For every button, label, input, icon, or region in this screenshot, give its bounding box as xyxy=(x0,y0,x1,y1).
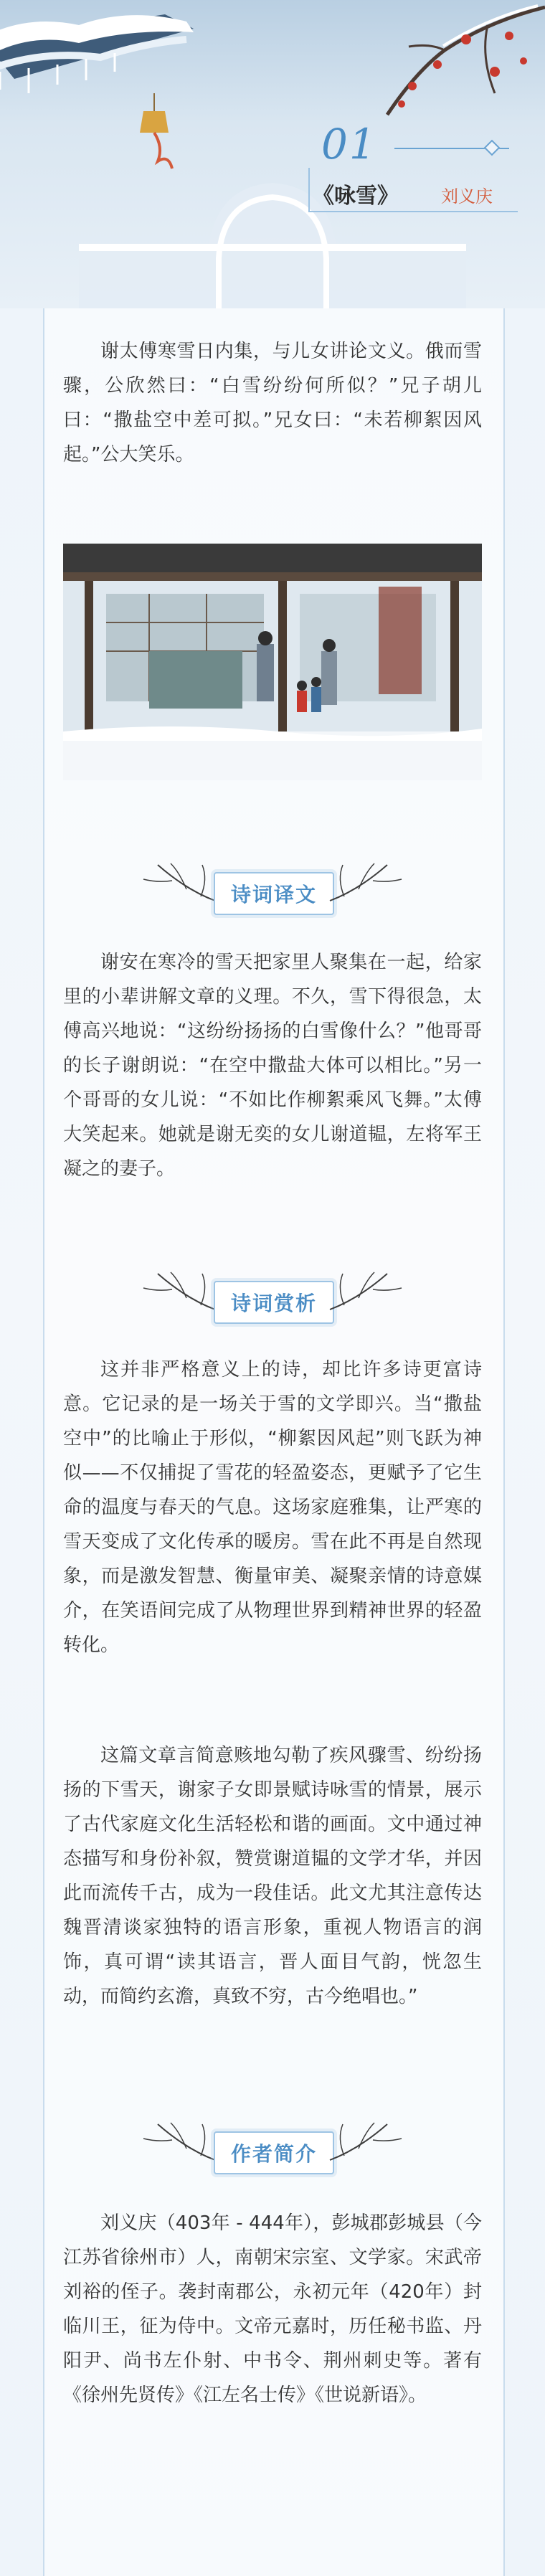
poem-author: 刘义庆 xyxy=(441,186,493,207)
appreciation-text-2: 这篇文章言简意赅地勾勒了疾风骤雪、纷纷扬扬的下雪天，谢家子女即景赋诗咏雪的情景，展示了古代家庭文化生活轻松和谐的画面。文中通过神态描写和身份补叙，赞赏谢道韫的文学才华，并因此而流传千古，成为一段佳话。此文尤其注意传达魏晋清谈家独特的语言形象，重视人物语言的润饰，真可谓“读其语言，晋人面目气韵，恍忽生动，而简约玄澹，真致不穷，古今绝唱也。” xyxy=(63,1745,482,2007)
header-scene xyxy=(0,0,545,308)
snow-twig-icon xyxy=(129,851,222,922)
title-card xyxy=(308,120,523,214)
section-number: 01 xyxy=(321,120,377,169)
snow-twig-icon xyxy=(129,1259,222,1331)
snow-twig-icon xyxy=(323,851,416,922)
translation-heading-label: 诗词译文 xyxy=(214,872,334,915)
author-heading-label: 作者简介 xyxy=(214,2131,334,2174)
snow-twig-icon xyxy=(323,1259,416,1331)
author-heading xyxy=(129,2110,416,2189)
translation-heading xyxy=(129,851,416,929)
original-text: 谢太傅寒雪日内集，与儿女讲论文义。俄而雪骤，公欣然曰：“白雪纷纷何所似？”兄子胡儿曰：“撒盐空中差可拟。”兄女曰：“未若柳絮因风起。”公大笑乐。 xyxy=(63,341,482,465)
author-bio-text: 刘义庆（403年 - 444年），彭城郡彭城县（今江苏省徐州市）人，南朝宋宗室、文学家。宋武帝刘裕的侄子。袭封南郡公，永初元年（420年）封临川王，征为侍中。文帝元嘉时，历任秘书监、丹阳尹、尚书左仆射、中书令、荆州刺史等。著有《徐州先贤传》《江左名士传》《世说新语》。 xyxy=(63,2212,482,2406)
snow-twig-icon xyxy=(129,2110,222,2182)
appreciation-heading-label: 诗词赏析 xyxy=(214,1281,334,1324)
snow-twig-icon xyxy=(323,2110,416,2182)
family-gathering-illustration xyxy=(63,544,482,780)
translation-text: 谢安在寒冷的雪天把家里人聚集在一起，给家里的小辈讲解文章的义理。不久，雪下得很急，太傅高兴地说：“这纷纷扬扬的白雪像什么？”他哥哥的长子谢朗说：“在空中撒盐大体可以相比。”另一个哥哥的女儿说：“不如比作柳絮乘风飞舞。”太傅大笑起来。她就是谢无奕的女儿谢道韫，左将军王凝之的妻子。 xyxy=(63,952,482,1180)
appreciation-text-1: 这并非严格意义上的诗，却比许多诗更富诗意。它记录的是一场关于雪的文学即兴。当“撒盐空中”的比喻止于形似，“柳絮因风起”则飞跃为神似——不仅捕捉了雪花的轻盈姿态，更赋予了它生命的温度与春天的气息。这场家庭雅集，让严寒的雪天变成了文化传承的暖房。雪在此不再是自然现象，而是激发智慧、衡量审美、凝聚亲情的诗意媒介，在笑语间完成了从物理世界到精神世界的轻盈转化。 xyxy=(63,1359,482,1656)
appreciation-heading xyxy=(129,1259,416,1338)
diamond-icon xyxy=(484,140,501,156)
poem-title: 《咏雪》 xyxy=(313,184,399,209)
